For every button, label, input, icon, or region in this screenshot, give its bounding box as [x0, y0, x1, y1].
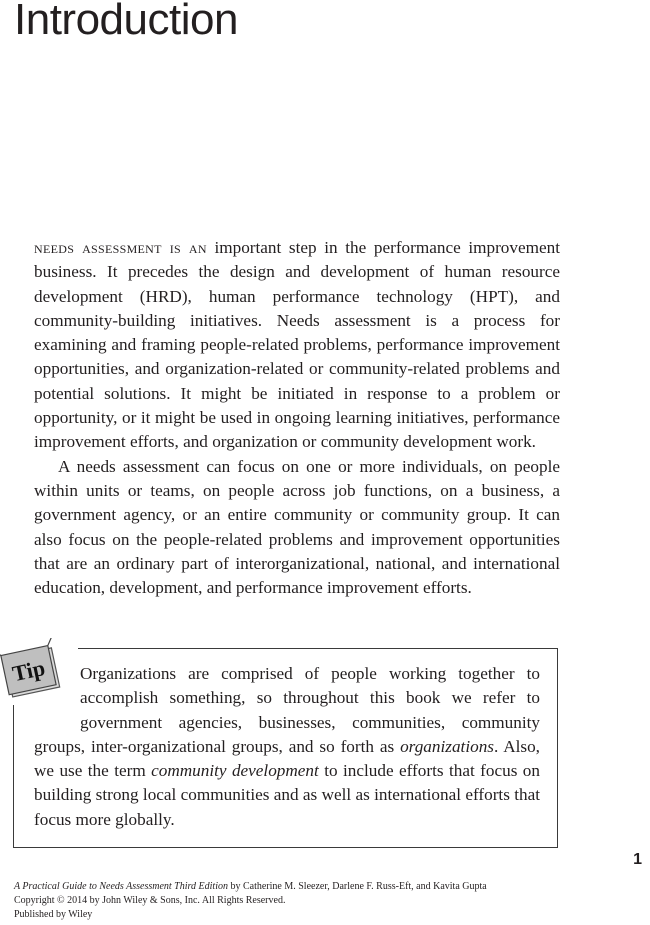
footer-publisher: Published by Wiley: [14, 909, 93, 920]
footer: [14, 880, 534, 922]
tip-badge-label: Tip: [10, 654, 48, 687]
page-number: 1: [633, 851, 642, 868]
footer-citation: [14, 880, 534, 894]
body-text: [34, 236, 560, 600]
footer-authors: by Catherine M. Sleezer, Darlene F. Russ-Eft, and Kavita Gupta: [227, 881, 487, 892]
tip-text: [34, 662, 540, 832]
chapter-title: Introduction: [14, 0, 238, 44]
tip-text-part-3: to include efforts that focus on building strong local communities and as well as international efforts that focus more globally.: [34, 761, 540, 829]
tip-text-part-2: . Also, we use the term: [34, 736, 540, 781]
tip-emphasis-organizations: organizations: [400, 736, 494, 756]
paragraph-1: [34, 236, 560, 455]
footer-copyright: Copyright © 2014 by John Wiley & Sons, Inc. All Rights Reserved.: [14, 895, 286, 906]
paragraph-2: A needs assessment can focus on one or more individuals, on people within units or teams, on people across job functions, on a business, a government agency, or an entire community or community group. It can also focus on the people-related problems and improvement opportunities that are an ordinary part of interorganizational, national, and international education, development, and performance improvement efforts.: [34, 456, 560, 598]
footer-book-title: A Practical Guide to Needs Assessment Third Edition: [14, 881, 228, 892]
tip-emphasis-community-development: community development: [151, 761, 319, 781]
tip-text-part-1: Organizations are comprised of people working together to accomplish something, so throughout this book we refer to government agencies, businesses, communities, community groups, inter-organizational groups, and so forth as: [34, 664, 540, 756]
paragraph-lead-in: needs assessment is an: [34, 238, 207, 257]
paragraph-1-text: important step in the performance improvement business. It precedes the design and development of human resource development (HRD), human performance technology (HPT), and community-building initiatives. Needs assessment is a process for examining and framing people-related problems, performance improvement opportunities, and organization-related or community-related problems and potential solutions. It might be initiated in response to a problem or opportunity, or it might be used in ongoing learning initiatives, performance improvement efforts, and organization or community development work.: [34, 238, 560, 452]
